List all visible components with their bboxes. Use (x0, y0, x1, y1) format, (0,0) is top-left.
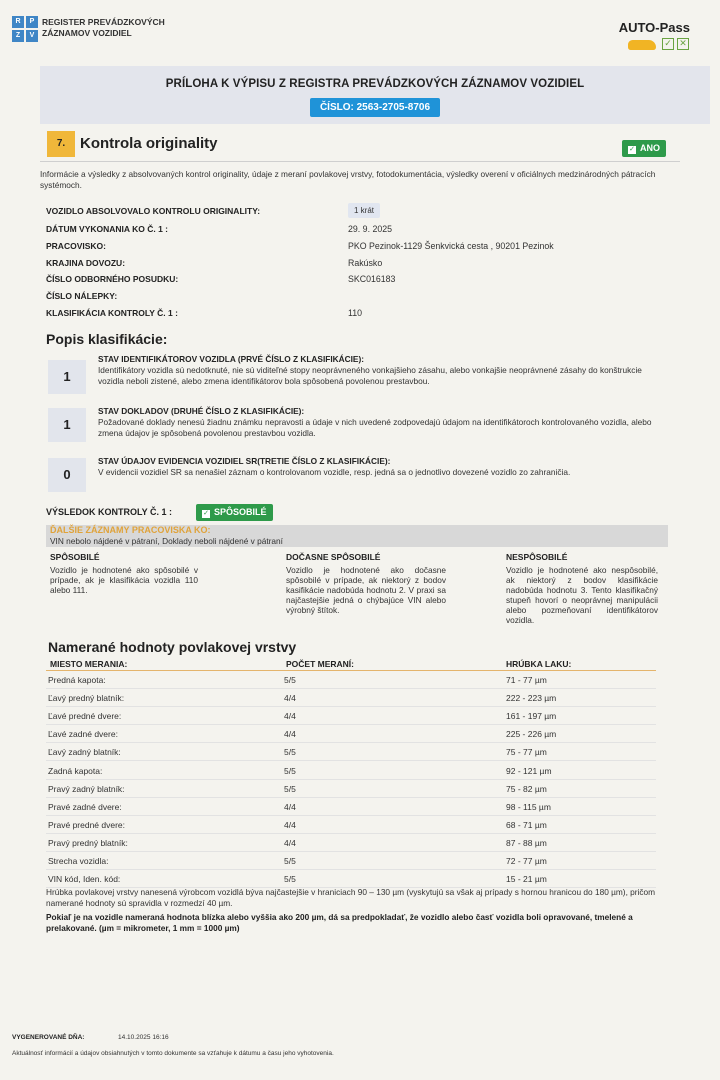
check-icon: ✓ (629, 146, 635, 153)
cell-place: Pravé zadné dvere: (48, 802, 122, 812)
classification-digit: 1 (48, 408, 86, 442)
detail-label: DÁTUM VYKONANIA KO Č. 1 : (46, 224, 168, 234)
table-row (46, 780, 656, 798)
detail-value: PKO Pezinok-1129 Šenkvická cesta , 90201 Pezinok (348, 241, 554, 251)
cell-place: Strecha vozidla: (48, 856, 109, 866)
cell-count: 5/5 (284, 856, 296, 866)
table-row (46, 834, 656, 852)
classification-heading: STAV ÚDAJOV EVIDENCIA VOZIDIEL SR(TRETIE ČÍSLO Z KLASIFIKÁCIE): (98, 456, 391, 466)
cell-place: Ľavé zadné dvere: (48, 729, 118, 739)
cell-thickness: 92 - 121 µm (506, 766, 552, 776)
cell-place: Predná kapota: (48, 675, 106, 685)
classification-title: Popis klasifikácie: (46, 331, 168, 347)
cell-count: 5/5 (284, 747, 296, 757)
section-number: 7. (47, 131, 75, 157)
originality-status-badge (622, 140, 666, 157)
classification-digit: 1 (48, 360, 86, 394)
cell-thickness: 71 - 77 µm (506, 675, 547, 685)
detail-value: Rakúsko (348, 258, 383, 268)
badge-label: ANO (640, 143, 660, 153)
detail-label: VOZIDLO ABSOLVOVALO KONTROLU ORIGINALITY: (46, 206, 261, 216)
coating-warning: Pokiaľ je na vozidle nameraná hodnota blízka alebo vyššia ako 200 µm, dá sa predpokladať, že vozidlo alebo časť vozidla boli opravované, tmelené a prelakované. (µm = mikrometer, 1 mm = 1000 µm) (46, 912, 633, 933)
table-row (46, 671, 656, 689)
cell-count: 5/5 (284, 675, 296, 685)
cell-thickness: 161 - 197 µm (506, 711, 557, 721)
logo-letter: V (26, 30, 38, 42)
table-row (46, 762, 656, 780)
check-icon: ✓ (203, 510, 209, 517)
generated-date: 14.10.2025 16:16 (118, 1034, 169, 1041)
measurements-title: Namerané hodnoty povlakovej vrstvy (48, 639, 297, 655)
measurements-header-place: MIESTO MERANIA: (50, 659, 128, 669)
section-title: Kontrola originality (80, 135, 218, 152)
detail-label: PRACOVISKO: (46, 241, 106, 251)
measurements-header-thickness: HRÚBKA LAKU: (506, 659, 572, 669)
cell-place: Pravé predné dvere: (48, 820, 126, 830)
logo-line-2: ZÁZNAMOV VOZIDIEL (42, 28, 132, 38)
verdict-heading: SPÔSOBILÉ (50, 552, 100, 562)
result-label: VÝSLEDOK KONTROLY Č. 1 : (46, 507, 173, 517)
classification-digit: 0 (48, 458, 86, 492)
cross-box-icon: ✕ (677, 38, 689, 50)
classification-text: V evidencii vozidiel SR sa nenašiel záznam o kontrolovanom vozidle, resp. jedná sa o jednotlivo dovezené vozidlo zo zahraničia. (98, 467, 571, 477)
table-row (46, 725, 656, 743)
document-title-block (40, 66, 710, 124)
cell-thickness: 72 - 77 µm (506, 856, 547, 866)
result-status-badge (196, 504, 273, 521)
detail-value: 29. 9. 2025 (348, 224, 393, 234)
cell-thickness: 75 - 82 µm (506, 784, 547, 794)
coating-note: Hrúbka povlakovej vrstvy nanesená výrobcom vozidlá býva najčastejšie v hraniciach 90 – 130 µm (vyskytujú sa však aj prípady s hornou hranicou do 180 µm), pričom namerané hodnoty sú spravidla v rozmedzí 40 µm. (46, 887, 656, 908)
cell-place: VIN kód, Iden. kód: (48, 874, 121, 884)
detail-label: KLASIFIKÁCIA KONTROLY Č. 1 : (46, 308, 178, 318)
detail-value: 110 (348, 308, 363, 318)
logo-letter: P (26, 16, 38, 28)
detail-label: ČÍSLO NÁLEPKY: (46, 291, 118, 301)
cell-count: 4/4 (284, 693, 296, 703)
header (0, 0, 720, 62)
detail-label: KRAJINA DOVOZU: (46, 258, 126, 268)
cell-place: Zadná kapota: (48, 766, 103, 776)
generated-label: VYGENEROVANÉ DŇA: (12, 1034, 85, 1041)
control-count-pill: 1 krát (348, 203, 380, 218)
cell-place: Pravý predný blatník: (48, 838, 128, 848)
table-row (46, 798, 656, 816)
document-title: PRÍLOHA K VÝPISU Z REGISTRA PREVÁDZKOVÝCH ZÁZNAMOV VOZIDIEL (165, 78, 585, 90)
logo-text (42, 17, 165, 39)
logo-letter: Z (12, 30, 24, 42)
table-row (46, 707, 656, 725)
verdict-text: Vozidlo je hodnotené ako spôsobilé v prípade, ak je klasifikácia vozidla 110 alebo 111. (50, 565, 198, 595)
cell-count: 4/4 (284, 820, 296, 830)
car-icon (628, 40, 656, 50)
table-row (46, 816, 656, 834)
verdict-heading: NESPÔSOBILÉ (506, 552, 568, 562)
auto-pass-logo (628, 38, 690, 52)
cell-count: 5/5 (284, 784, 296, 794)
check-box-icon: ✓ (662, 38, 674, 50)
table-row (46, 689, 656, 707)
classification-text: Požadované doklady nenesú žiadnu známku nepravosti a údaje v nich uvedené zodpovedajú údajom na identifikátoroch kontrolovaného vozidla, alebo zmena údajov je spôsobená povolenou prestavbou vozidla. (98, 417, 652, 438)
divider (40, 161, 680, 162)
cell-thickness: 15 - 21 µm (506, 874, 547, 884)
other-records-text: VIN nebolo nájdené v pátraní, Doklady neboli nájdené v pátraní (50, 536, 283, 546)
logo-letter: R (12, 16, 24, 28)
cell-count: 5/5 (284, 874, 296, 884)
cell-thickness: 87 - 88 µm (506, 838, 547, 848)
cell-thickness: 222 - 223 µm (506, 693, 557, 703)
other-records-heading: ĎALŠIE ZÁZNAMY PRACOVISKA KO: (50, 525, 211, 535)
cell-thickness: 225 - 226 µm (506, 729, 557, 739)
measurements-header-count: POČET MERANÍ: (286, 659, 354, 669)
footer-disclaimer: Aktuálnosť informácií a údajov obsiahnutých v tomto dokumente sa vzťahuje k dátumu a času jeho vyhotovenia. (12, 1050, 334, 1057)
badge-label: SPÔSOBILÉ (214, 507, 267, 517)
table-row (46, 743, 656, 761)
verdict-heading: DOČASNE SPÔSOBILÉ (286, 552, 381, 562)
cell-place: Pravý zadný blatník: (48, 784, 125, 794)
table-row (46, 852, 656, 870)
detail-label: ČÍSLO ODBORNÉHO POSUDKU: (46, 274, 179, 284)
verdict-text: Vozidlo je hodnotené ako dočasne spôsobilé v prípade, ak niektorý z bodov kasifikácie nadobúda hodnotu 2. V praxi sa najčastejšie jedná o chýbajúce VIN alebo výrobný štítok. (286, 565, 446, 615)
classification-text: Identifikátory vozidla sú nedotknuté, nie sú viditeľné stopy neoprávneného vonkajšieho zásahu, alebo vonkajšie neoprávnené zásahy do konštrukcie vozidla neboli zistené, alebo zmena identifikátorov bola spôsobená povolenou prestavbou. (98, 365, 642, 386)
cell-place: Ľavý predný blatník: (48, 693, 125, 703)
classification-heading: STAV DOKLADOV (DRUHÉ ČÍSLO Z KLASIFIKÁCIE): (98, 406, 305, 416)
cell-count: 4/4 (284, 729, 296, 739)
verdict-text: Vozidlo je hodnotené ako nespôsobilé, ak niektorý z bodov klasifikácie nadobúda hodnotu 3. Tento klasifikačný stupeň hovorí o neoprávnej manipulácii alebo pozmeňovaní identifikátorov vozidla. (506, 565, 658, 625)
cell-count: 4/4 (284, 838, 296, 848)
cell-count: 5/5 (284, 766, 296, 776)
cell-thickness: 75 - 77 µm (506, 747, 547, 757)
section-intro: Informácie a výsledky z absolvovaných kontrol originality, údaje z meraní povlakovej vrstvy, fotodokumentácia, výsledky overení v oficiálnych medzinárodných pátracích systémoch. (40, 169, 656, 190)
table-row (46, 870, 656, 888)
cell-place: Ľavý zadný blatník: (48, 747, 121, 757)
rpzv-logo (12, 16, 38, 42)
auto-pass-brand: AUTO-Pass (618, 20, 690, 35)
cell-thickness: 98 - 115 µm (506, 802, 551, 812)
cell-count: 4/4 (284, 802, 296, 812)
classification-heading: STAV IDENTIFIKÁTOROV VOZIDLA (PRVÉ ČÍSLO Z KLASIFIKÁCIE): (98, 354, 364, 364)
cell-thickness: 68 - 71 µm (506, 820, 547, 830)
logo-line-1: REGISTER PREVÁDZKOVÝCH (42, 17, 165, 27)
document-number-badge: ČÍSLO: 2563-2705-8706 (310, 98, 440, 117)
detail-value: SKC016183 (348, 274, 396, 284)
cell-place: Ľavé predné dvere: (48, 711, 122, 721)
cell-count: 4/4 (284, 711, 296, 721)
